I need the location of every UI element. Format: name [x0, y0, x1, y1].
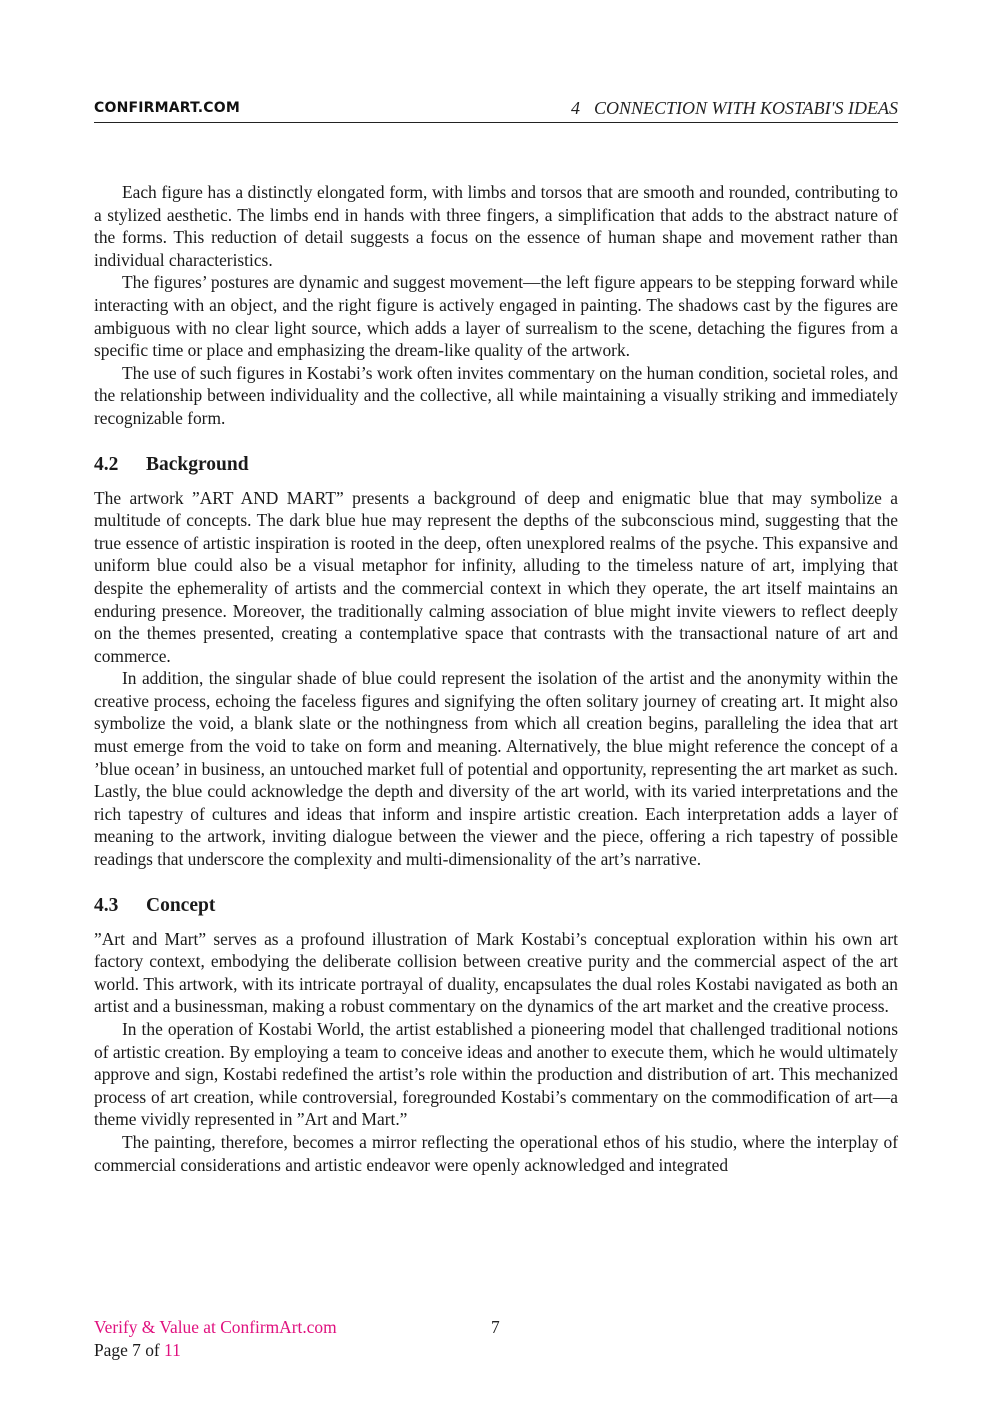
paragraph: In the operation of Kostabi World, the artist established a pioneering model that challenged traditional notions of artistic creation. By employing a team to conceive ideas and another to execute them, which he would ultimately approve and sign, Kostabi redefined the artist’s role within the production and distribution of art. This mechanized process of art creation, while controversial, foregrounded Kostabi’s commentary on the commodification of art—a theme vividly represented in ”Art and Mart.”	[94, 1019, 898, 1130]
chapter-title: CONNECTION WITH KOSTABI'S IDEAS	[593, 98, 898, 118]
paragraph: The painting, therefore, becomes a mirror reflecting the operational ethos of his studio, where the interplay of commercial considerations and artistic endeavor were openly acknowledged and integrated	[94, 1131, 898, 1175]
section-title: Concept	[146, 894, 216, 916]
section-number: 4.3	[94, 894, 119, 916]
section-title: Background	[146, 453, 249, 475]
paragraph: Each figure has a distinctly elongated form, with limbs and torsos that are smooth and rounded, contributing to a stylized aesthetic. The limbs end in hands with three fingers, a simplification that adds to the abstract nature of the forms. This reduction of detail suggests a focus on the essence of human shape and movement rather than individual characteristics.	[94, 182, 898, 270]
paragraph: The use of such figures in Kostabi’s work often invites commentary on the human condition, societal roles, and the relationship between individuality and the collective, all while maintaining a visually striking and immediately recognizable form.	[94, 362, 898, 428]
page-number: 7	[491, 1317, 500, 1337]
section-heading-background	[94, 453, 898, 477]
body-text	[94, 181, 898, 1176]
site-logo: CONFIRMART.COM	[94, 100, 241, 116]
running-header	[94, 98, 898, 123]
section-number: 4.2	[94, 453, 119, 475]
verify-link[interactable]: Verify & Value at ConfirmArt.com	[94, 1317, 337, 1337]
paragraph: ”Art and Mart” serves as a profound illustration of Mark Kostabi’s conceptual exploration within his own art factory context, embodying the deliberate collision between creative purity and the commercial aspect of the art world. This artwork, with its intricate portrayal of duality, encapsulates the dual roles Kostabi navigated as both an artist and a businessman, making a robust commentary on the dynamics of the art market and the creative process.	[94, 928, 898, 1017]
paragraph: In addition, the singular shade of blue could represent the isolation of the artist and the anonymity within the creative process, echoing the faceless figures and signifying the often solitary journey of creating art. It might also symbolize the void, a blank slate or the nothingness from which all creation begins, paralleling the idea that art must emerge from the void to take on form and meaning. Alternatively, the blue might reference the concept of a ’blue ocean’ in business, an untouched market full of potential and opportunity, representing the art market as such. Lastly, the blue could acknowledge the depth and diversity of the art world, with its varied interpretations and the rich tapestry of cultures and ideas that inform and inspire artistic creation. Each interpretation adds a layer of meaning to the artwork, inviting dialogue between the viewer and the piece, offering a rich tapestry of possible readings that underscore the complexity and multi-dimensionality of the art’s narrative.	[94, 668, 898, 870]
running-head	[571, 98, 898, 119]
section-heading-concept	[94, 894, 898, 918]
page-label: Page 7 of	[94, 1340, 160, 1360]
paragraph: The artwork ”ART AND MART” presents a background of deep and enigmatic blue that may symbolize a multitude of concepts. The dark blue hue may represent the depths of the subconscious mind, suggesting that the true essence of artistic inspiration is rooted in the deep, often unexplored realms of the psyche. This expansive and uniform blue could also be a visual metaphor for infinity, alluding to the timeless nature of art, implying that despite the ephemerality of artists and the commercial context in which they operate, the art itself maintains an enduring presence. Moreover, the traditionally calming association of blue might invite viewers to reflect deeply on the themes presented, creating a contemplative space that contrasts with the transactional nature of art and commerce.	[94, 487, 898, 666]
page-count	[94, 1339, 898, 1362]
total-pages-link[interactable]: 11	[164, 1340, 181, 1360]
paragraph: The figures’ postures are dynamic and suggest movement—the left figure appears to be stepping forward while interacting with an object, and the right figure is actively engaged in painting. The shadows cast by the figures are ambiguous with no clear light source, which adds a layer of surrealism to the scene, detaching the figures from a specific time or place and emphasizing the dream-like quality of the artwork.	[94, 272, 898, 361]
page-footer	[94, 1316, 898, 1362]
chapter-number: 4	[570, 98, 580, 118]
